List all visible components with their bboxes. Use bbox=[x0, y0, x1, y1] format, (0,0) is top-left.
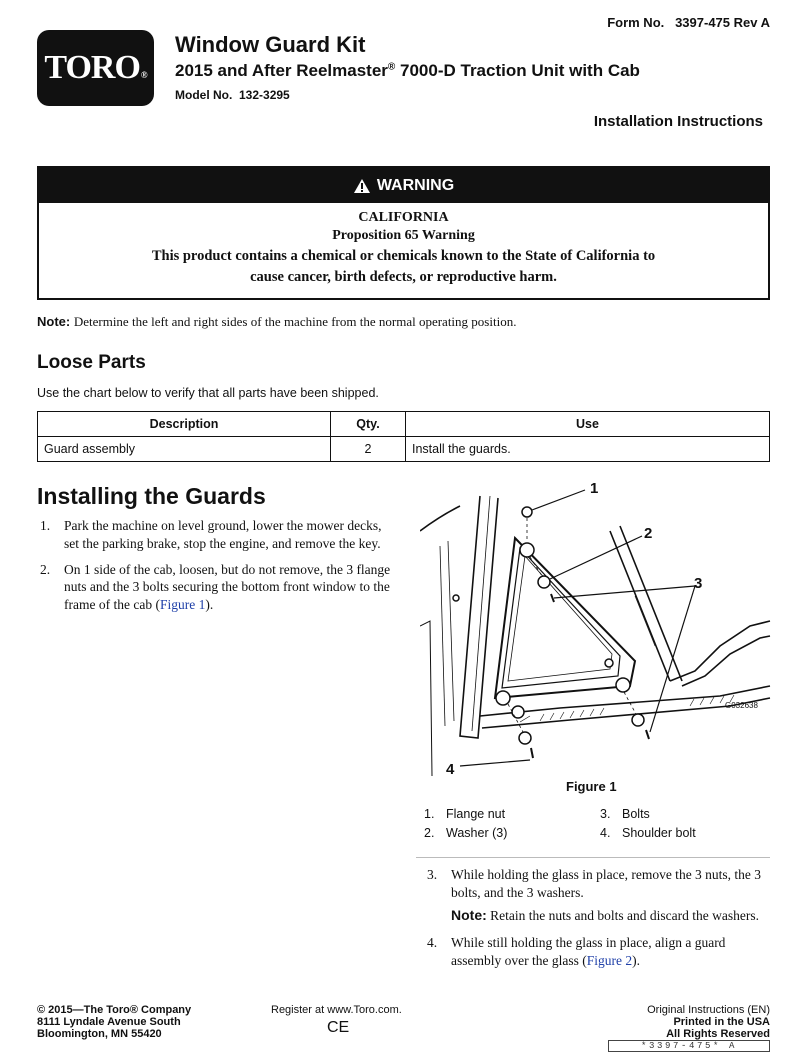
figure-code: G032638 bbox=[725, 701, 758, 710]
loose-parts-heading: Loose Parts bbox=[37, 352, 146, 373]
ce-mark: CE bbox=[327, 1019, 350, 1036]
steps-left bbox=[40, 517, 392, 622]
toro-logo: TORO $_®$ bbox=[37, 30, 154, 106]
col-description: Description bbox=[38, 412, 331, 437]
figure-1-illustration bbox=[420, 476, 772, 776]
prop65-warning-box bbox=[37, 166, 770, 300]
footer-rights: Original Instructions (EN) Printed in the USA All Rights Reserved bbox=[647, 1004, 770, 1040]
footer-company: © 2015—The Toro® Company 8111 Lyndale Avenue South Bloomington, MN 55420 bbox=[37, 1004, 192, 1040]
steps-right bbox=[427, 866, 772, 978]
col-use: Use bbox=[406, 412, 770, 437]
list-item: 1. Park the machine on level ground, lower the mower decks, set the parking brake, stop the engine, and remove the key. bbox=[40, 518, 382, 551]
figure-1-caption: Figure 1 bbox=[566, 779, 617, 794]
list-item: 4. While still holding the glass in place, align a guard assembly over the glass (Figure 2). bbox=[427, 935, 726, 969]
retain-note: Note: Retain the nuts and bolts and discard the washers. bbox=[451, 906, 759, 923]
list-item: 3. While holding the glass in place, remove the 3 nuts, the 3 bolts, and the 3 washers. bbox=[427, 867, 762, 900]
loose-parts-intro: Use the chart below to verify that all parts have been shipped. bbox=[37, 386, 379, 400]
warning-triangle-icon bbox=[353, 178, 371, 194]
model-number: Model No. 132-3295 bbox=[175, 88, 290, 102]
list-item: 2. On 1 side of the cab, loosen, but do not remove, the 3 flange nuts and the 3 bolts securing the bottom front window to the frame of the cab (Figure 1). bbox=[40, 561, 391, 613]
callout-2: 2 bbox=[644, 525, 653, 542]
document-subtitle: 2015 and After Reelmaster® 7000-D Traction Unit with Cab bbox=[175, 61, 640, 80]
orientation-note: Note: Determine the left and right sides of the machine from the normal operating position. bbox=[37, 314, 517, 329]
callout-1: 1 bbox=[590, 480, 599, 497]
form-number: Form No. 3397-475 Rev A bbox=[607, 15, 770, 30]
col-qty: Qty. bbox=[331, 412, 406, 437]
document-title: Window Guard Kit bbox=[175, 32, 366, 57]
figure-1-legend: 1. Flange nut 3. Bolts 2. Washer (3) 4. Shoulder bolt bbox=[424, 807, 696, 840]
installing-heading: Installing the Guards bbox=[37, 483, 266, 509]
document-type: Installation Instructions bbox=[593, 113, 763, 130]
callout-4: 4 bbox=[446, 761, 455, 776]
barcode: *3397-475* A bbox=[608, 1040, 770, 1052]
divider bbox=[416, 857, 770, 858]
register-link[interactable]: Register at www.Toro.com. bbox=[271, 1004, 402, 1016]
callout-3: 3 bbox=[694, 575, 703, 592]
warning-body: CALIFORNIA Proposition 65 Warning This product contains a chemical or chemicals known to the State of California to cause cancer, birth defects, or reproductive harm. bbox=[151, 210, 656, 286]
figure-1-link[interactable]: Figure 1 bbox=[159, 597, 206, 613]
table-row: Guard assembly 2 Install the guards. bbox=[38, 437, 770, 462]
figure-2-link[interactable]: Figure 2 bbox=[586, 953, 633, 969]
loose-parts-table bbox=[37, 411, 770, 462]
warning-header: WARNING bbox=[39, 168, 768, 203]
